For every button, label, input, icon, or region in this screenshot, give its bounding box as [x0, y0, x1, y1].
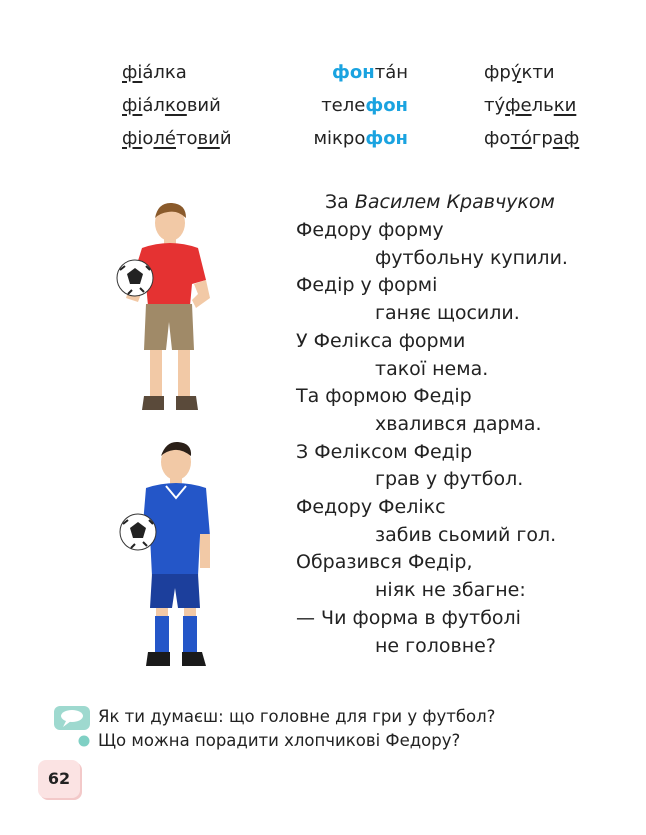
poem-line: З Феліксом Федір — [296, 440, 473, 463]
boy-blue-kit-photo — [104, 436, 224, 676]
poem-line: забив сьомий гол. — [375, 523, 557, 546]
word-segment: кти — [521, 62, 555, 83]
word-segment: фі — [122, 128, 143, 149]
word-segment: фі — [122, 95, 143, 116]
col3-word-2 — [484, 95, 576, 117]
word-segment: л — [153, 95, 165, 116]
word-segment: то — [176, 128, 198, 149]
col3-word-3 — [484, 128, 579, 150]
col1-word-1 — [122, 62, 187, 84]
word-segment: ль — [531, 95, 554, 116]
boy-red-shirt-photo — [98, 198, 218, 420]
question-2: Що можна порадити хлопчикові Федору? — [98, 731, 461, 750]
word-segment: ви — [197, 128, 220, 149]
word-segment: фон — [332, 62, 375, 83]
poem-line: ніяк не збагне: — [375, 579, 526, 602]
word-segment: фон — [365, 128, 408, 149]
poem-line: У Фелікса форми — [296, 329, 466, 352]
poem-line: не головне? — [375, 634, 496, 657]
word-segment: а́ — [142, 62, 154, 83]
poem-line: — Чи форма в футболі — [296, 606, 521, 629]
poem-line: Федір у формі — [296, 274, 438, 297]
col2-word-3 — [313, 128, 408, 150]
word-segment: о — [142, 128, 154, 149]
poem-line: хвалився дарма. — [375, 412, 542, 435]
poem-line: Та формою Федір — [296, 385, 472, 408]
col1-word-3 — [122, 128, 232, 150]
question-1: Як ти думаєш: що головне для гри у футбол? — [98, 707, 496, 726]
word-segment: фо — [484, 128, 511, 149]
poem-line: Образився Федір, — [296, 551, 473, 574]
col1-word-2 — [122, 95, 221, 117]
word-segment: ки — [553, 95, 577, 116]
word-segment: фе — [505, 95, 532, 116]
word-segment: фр — [484, 62, 511, 83]
col3-word-1 — [484, 62, 555, 84]
poem-author-name: Василем Кравчуком — [354, 191, 555, 213]
word-segment: гр — [531, 128, 553, 149]
poem-line: футбольну купили. — [375, 246, 568, 269]
poem-line: Федору Фелікс — [296, 496, 446, 518]
poem-author-prefix: За — [325, 191, 349, 213]
poem-line: такої нема. — [375, 357, 489, 380]
word-segment: то́ — [510, 128, 532, 149]
word-segment: фі — [122, 62, 143, 83]
word-segment: вий — [186, 95, 221, 116]
word-segment: ко — [164, 95, 187, 116]
word-segment: фон — [365, 95, 408, 116]
word-segment: ле́ — [153, 128, 176, 149]
word-segment: й — [219, 128, 232, 149]
word-segment: аф — [552, 128, 580, 149]
word-segment: мікро — [313, 128, 366, 149]
bullet-icon — [78, 735, 90, 747]
poem-author — [325, 190, 555, 214]
word-segment: ту́ — [484, 95, 506, 116]
poem-line: грав у футбол. — [375, 468, 524, 491]
word-segment: у́ — [510, 62, 522, 83]
page-number-box — [38, 760, 80, 798]
word-segment: а́ — [142, 95, 154, 116]
word-segment: та́н — [374, 62, 408, 83]
word-segment: лка — [153, 62, 187, 83]
col2-word-1 — [332, 62, 408, 84]
speech-bubble-icon — [52, 704, 92, 734]
poem-line: Федору форму — [296, 219, 444, 241]
word-segment: теле — [321, 95, 366, 116]
poem-line: ганяє щосили. — [375, 302, 520, 325]
page-number: 62 — [47, 769, 71, 788]
col2-word-2 — [321, 95, 408, 117]
